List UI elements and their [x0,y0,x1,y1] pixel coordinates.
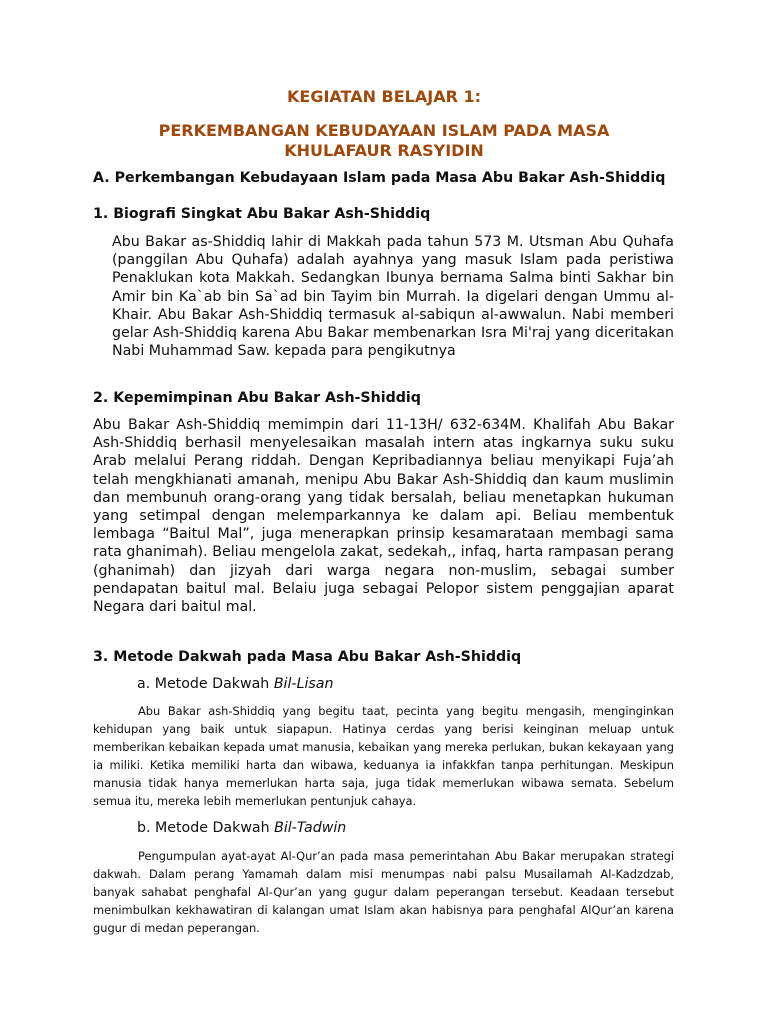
method-b-heading [137,819,346,837]
method-b-term-part-1: Bil [274,820,292,836]
chapter-title-line-2: KHULAFAUR RASYIDIN [284,141,484,160]
section-2-heading: 2. Kepemimpinan Abu Bakar Ash-Shiddiq [93,390,421,406]
method-a-paragraph: Abu Bakar ash-Shiddiq yang begitu taat, pecinta yang begitu mengasih, menginginkan kehidupan yang baik untuk siapapun. Hatinya cerdas yang berisi keinginan meluap untuk memberikan kebaikan kepada umat manusia, kebaikan yang mereka perlukan, bukan kekayaan yang ia miliki. Ketika memiliki harta dan wibawa, keduanya ia infakkfan tanpa perhitungan. Meskipun manusia tidak hanya memerlukan harta saja, juga tidak memerlukan wibawa semata. Sebelum semua itu, mereka lebih memerlukan pentunjuk cahaya. [93,704,674,808]
chapter-title-line-1: PERKEMBANGAN KEBUDAYAAN ISLAM PADA MASA [158,121,610,140]
method-b-term-part-2: Tadwin [296,820,347,836]
biography-paragraph: Abu Bakar as-Shiddiq lahir di Makkah pada tahun 573 M. Utsman Abu Quhafa (panggilan Abu Quhafa) adalah ayahnya yang masuk Islam pada peristiwa Penaklukan kota Makkah. Sedangkan Ibunya bernama Salma binti Sakhar bin Amir bin Ka`ab bin Sa`ad bin Tayim bin Murrah. Ia digelari dengan Ummu al-Khair. Abu Bakar Ash-Shiddiq termasuk al-sabiqun al-awwalun. Nabi memberi gelar Ash-Shiddiq karena Abu Bakar membenarkan Isra Mi'raj yang diceritakan Nabi Muhammad Saw. kepada para pengikutnya [112,234,674,360]
section-3-heading: 3. Metode Dakwah pada Masa Abu Bakar Ash-Shiddiq [93,649,522,665]
method-b-prefix: b. Metode Dakwah [137,820,275,836]
method-b-paragraph: Pengumpulan ayat-ayat Al-Qur’an pada masa pemerintahan Abu Bakar merupakan strategi dakwah. Dalam perang Yamamah dalam misi menumpas nabi palsu Musailamah Al-Kadzdzab, banyak sahabat penghafal Al-Qur’an yang gugur dalam peperangan tersebut. Keadaan tersebut menimbulkan kekhawatiran di kalangan umat Islam akan habisnya para penghafal AlQur’an karena gugur di medan peperangan. [93,849,674,935]
method-a-heading [137,675,334,693]
leadership-paragraph: Abu Bakar Ash-Shiddiq memimpin dari 11-13H/ 632-634M. Khalifah Abu Bakar Ash-Shiddiq berhasil menyelesaikan masalah intern atas ingkarnya suku suku Arab melalui Perang riddah. Dengan Kepribadiannya beliau menyikapi Fuja’ah telah mengkhianati amanah, menipu Abu Bakar Ash-Shiddiq dan kaum muslimin dan membunuh orang-orang yang tidak bersalah, beliau menetapkan hukuman yang setimpal dengan melemparkannya ke dalam api. Beliau membentuk lembaga “Baitul Mal”, juga menerapkan prinsip kesamarataan membagi sama rata ghanimah). Beliau mengelola zakat, sedekah,, infaq, harta rampasan perang (ghanimah) dan jizyah dari warga negara non-muslim, sebagai sumber pendapatan baitul mal. Belaiu juga sebagai Pelopor sistem penggajian aparat Negara dari baitul mal. [93,417,674,616]
method-a-term-prefix: Bil- [273,676,297,692]
lesson-title: KEGIATAN BELAJAR 1: [286,87,482,106]
method-a-prefix: a. Metode Dakwah [137,676,274,692]
method-a-term: Lisan [296,676,334,692]
section-a-heading: A. Perkembangan Kebudayaan Islam pada Masa Abu Bakar Ash-Shiddiq [93,170,666,186]
section-1-heading: 1. Biografi Singkat Abu Bakar Ash-Shiddiq [93,206,431,222]
method-b-term-hyphen: - [291,820,297,836]
